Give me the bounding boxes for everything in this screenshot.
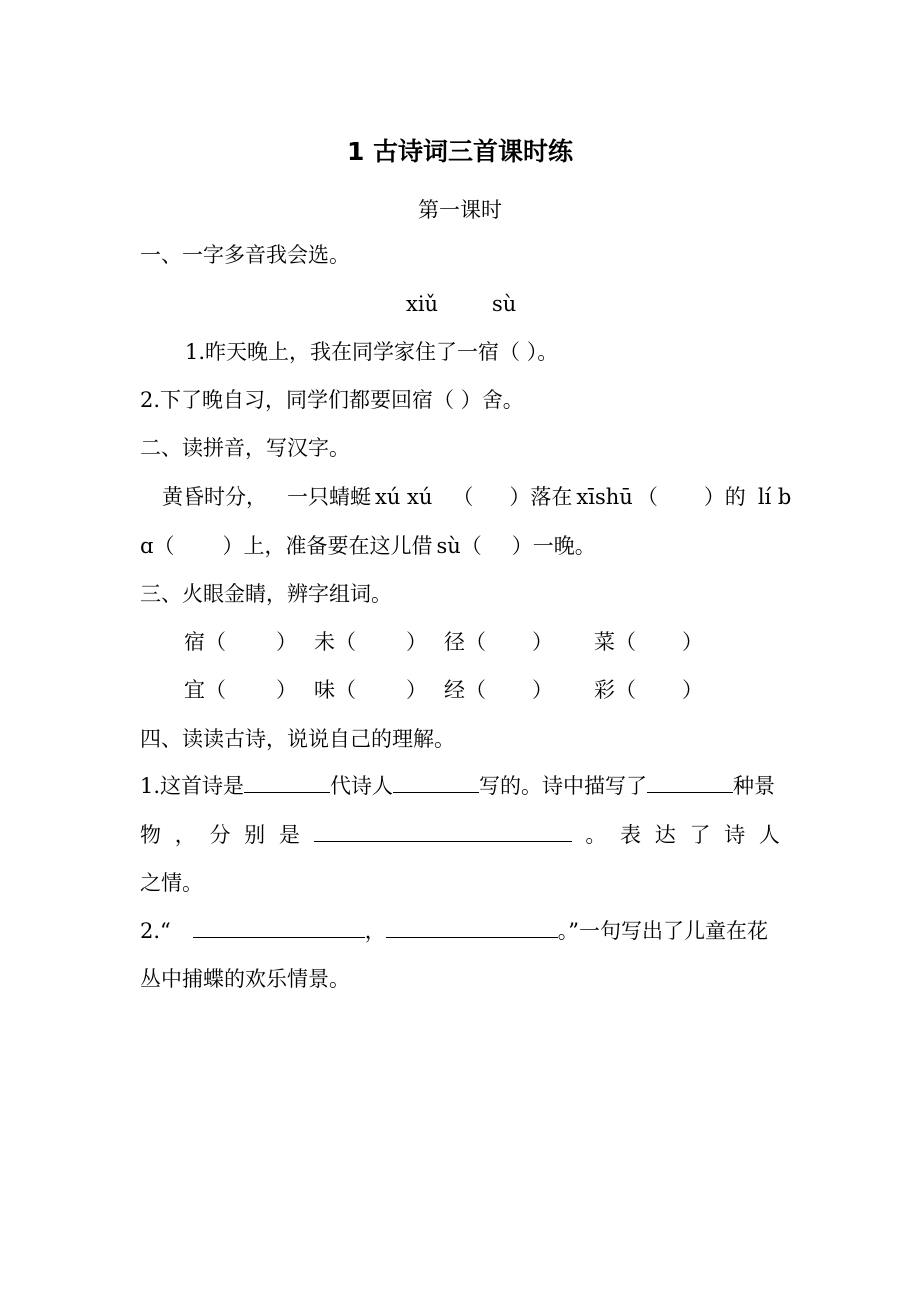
s4-text: 2.“ [140,919,171,943]
lesson-subtitle: 第一课时 [418,198,502,222]
s1-question-2: 2.下了晚自习，同学们都要回宿（ ）舍。 [140,388,524,412]
char-group: 未（ ） [314,630,427,654]
s4-text: 代诗人 [330,774,394,798]
page-title: 1 古诗词三首课时练 [346,137,574,166]
char: 菜 [594,630,615,654]
s4-text: 写的。诗中描写了 [479,774,648,798]
char-group: 菜（ ） [594,630,703,654]
s2-line-2 [140,532,596,560]
s2-pinyin: xīshū [576,485,633,509]
s4-text: 种景 [733,774,776,798]
char: 宿 [184,630,205,654]
char: 宜 [184,678,205,702]
char: 经 [444,678,465,702]
section-3-heading: 三、火眼金睛，辨字组词。 [140,582,392,606]
s4-text: 。”一句写出了儿童在花 [557,919,769,943]
answer-blank[interactable] [647,772,733,793]
s4-text: 1.这首诗是 [140,774,245,798]
s2-text: ）的 [703,485,746,509]
answer-blank[interactable] [244,772,330,793]
char: 未 [314,630,335,654]
s2-pinyin: lí b [757,485,792,509]
section-1-heading: 一、一字多音我会选。 [140,243,350,267]
char-group: 宜（ ） [184,678,297,702]
s2-paren: （ [460,534,482,558]
char: 径 [444,630,465,654]
s4-question-1-line-2: 物 ， 分 别 是 。 表 达 了 诗 人 [140,823,780,847]
s2-paren: （ [636,485,658,509]
char: 味 [314,678,335,702]
s1-question-1: 1.昨天晚上，我在同学家住了一宿（ ）。 [185,340,559,364]
s2-text: 黄昏时分， [162,485,267,509]
answer-blank[interactable] [314,821,572,842]
s4-question-2-line-2: 丛中捕蝶的欢乐情景。 [140,967,350,991]
s2-paren: （ [452,485,474,509]
char-group: 彩（ ） [594,678,703,702]
s2-pinyin: xú xú [375,485,433,509]
answer-blank[interactable] [193,917,365,938]
answer-blank[interactable] [393,772,479,793]
s4-question-1-line-1 [140,772,775,800]
s4-question-2-line-1 [140,917,768,945]
char-group: 宿（ ） [184,630,297,654]
s2-text: 一只蜻蜓 [287,485,371,509]
char: 彩 [594,678,615,702]
answer-blank[interactable] [386,917,558,938]
s2-pinyin: ɑ [140,534,154,558]
char-group: 径（ ） [444,630,553,654]
s2-text: ）一晚。 [511,534,596,558]
s2-text: ）上，准备要在这儿借 [222,534,433,558]
section-2-heading: 二、读拼音，写汉字。 [140,436,350,460]
char-group: 经（ ） [444,678,553,702]
s2-line-1 [162,483,791,511]
s2-paren: （ [153,534,175,558]
s4-question-1-line-3: 之情。 [140,871,203,895]
char-group: 味（ ） [314,678,427,702]
pinyin-option-xiu: xiǔ [406,292,439,316]
s2-pinyin: sù [436,534,461,558]
s4-text: ， [364,919,386,943]
s2-text: ）落在 [509,485,573,509]
section-4-heading: 四、读读古诗，说说自己的理解。 [140,727,455,751]
pinyin-option-su: sù [492,292,517,316]
